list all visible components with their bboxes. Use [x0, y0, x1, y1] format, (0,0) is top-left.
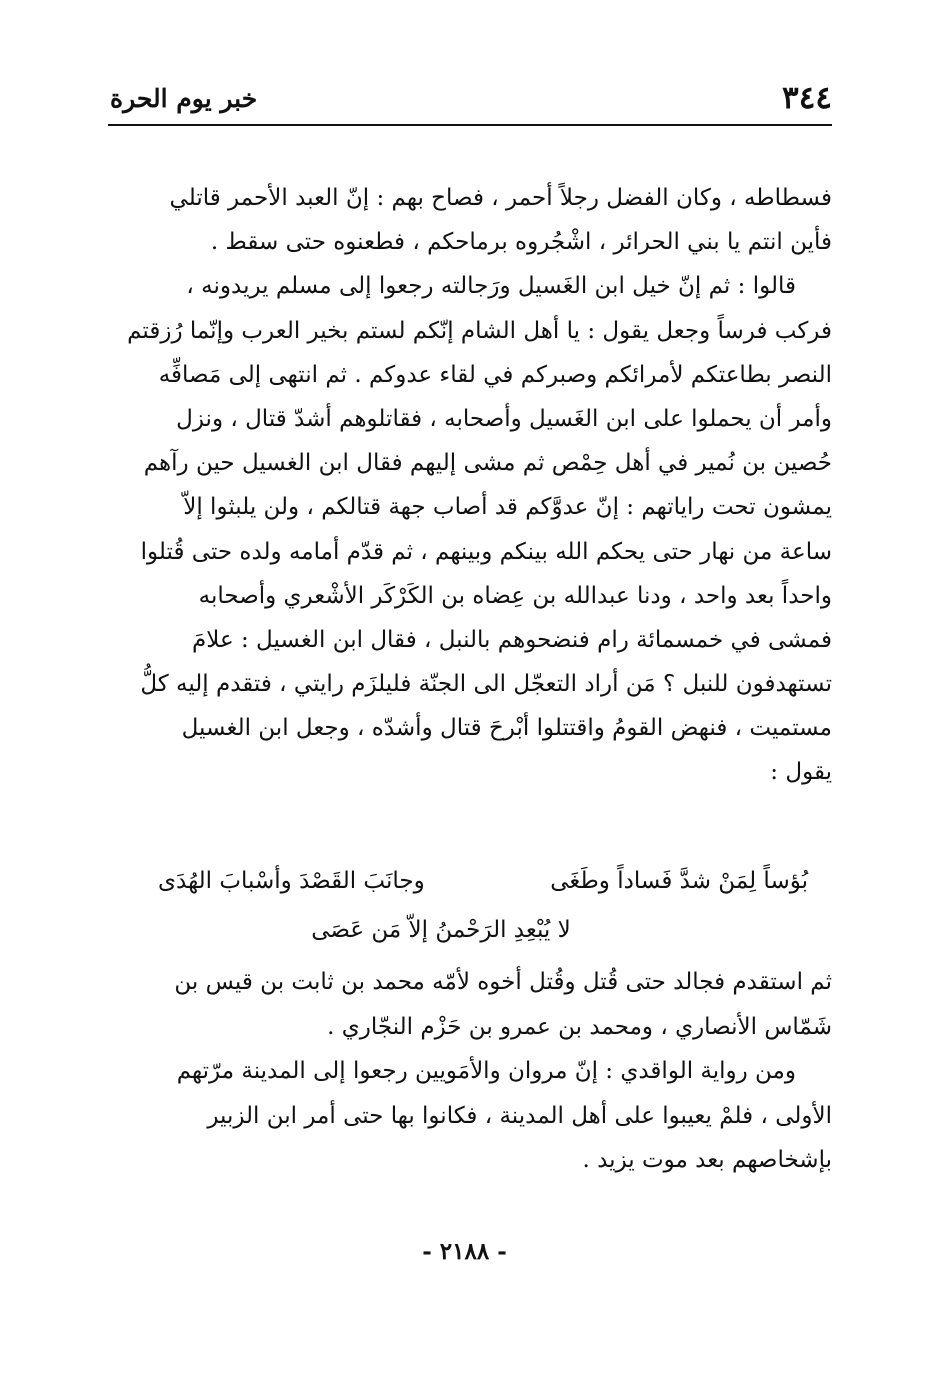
folio-number: - ٢١٨٨ - [422, 1238, 507, 1265]
text-line: شَمّاس الأنصاري ، ومحمد بن عمرو بن حَزْم النجّاري . [327, 1013, 832, 1040]
header-rule [108, 124, 832, 126]
verse-line-2: لا يُبْعِدِ الرَحْمنُ إلاّ مَن عَصَى [311, 917, 571, 943]
text-line: فمشى في خمسمائة رام فنضحوهم بالنبل ، فقال ابن الغسيل : علامَ [191, 626, 832, 653]
body-text [110, 176, 832, 795]
page-number: ٣٤٤ [782, 80, 832, 116]
text-line: تستهدفون للنبل ؟ مَن أراد التعجّل الى الجنّة فليلزَم رايتي ، فتقدم إليه كلُّ [140, 671, 832, 698]
text-line: ومن رواية الواقدي : إنّ مروان والأمَويين رجعوا إلى المدينة مرّتهم [176, 1058, 796, 1084]
text-line: فركب فرساً وجعل يقول : يا أهل الشام إنّكم لستم بخير العرب وإنّما رُزقتم [127, 317, 832, 344]
text-line: يمشون تحت راياتهم : إنّ عدوَّكم قد أصاب جهة قتالكم ، ولن يلبثوا إلاّ [183, 494, 832, 521]
page-header [110, 78, 832, 118]
text-line: النصر بطاعتكم لأمرائكم وصبركم في لقاء عدوكم . ثم انتهى إلى مَصافِّه [158, 361, 832, 388]
text-line: ثم استقدم فجالد حتى قُتل وقُتل أخوه لأمّه محمد بن ثابت بن قيس بن [174, 969, 832, 995]
text-line: قالوا : ثم إنّ خيل ابن الغَسيل ورَجالته رجعوا إلى مسلم يريدونه ، [186, 273, 796, 300]
text-line: وأمر أن يحملوا على ابن الغَسيل وأصحابه ، فقاتلوهم أشدّ قتال ، ونزل [176, 405, 832, 432]
text-line: فأين انتم يا بني الحرائر ، اشْجُروه برماحكم ، فطعنوه حتى سقط . [210, 229, 832, 256]
text-line: بإشخاصهم بعد موت يزيد . [582, 1147, 832, 1173]
text-line: حُصين بن نُمير في أهل حِمْص ثم مشى إليهم فقال ابن الغسيل حين رآهم [143, 450, 832, 477]
text-line: يقول : [770, 759, 832, 786]
verse-first-hemistich: بُؤساً لِمَنْ شدَّ فَساداً وطَغَى [550, 868, 808, 894]
text-line: مستميت ، فنهض القومُ واقتتلوا أبْرحَ قتال وأشدّه ، وجعل ابن الغسيل [181, 715, 832, 742]
body-text-continued [110, 960, 832, 1183]
running-title: خبر يوم الحرة [110, 84, 258, 113]
text-line: ساعة من نهار حتى يحكم الله بينكم وبينهم ، ثم قدّم أمامه ولده حتى قُتلوا [140, 538, 832, 565]
text-line: الأولى ، فلمْ يعيبوا على أهل المدينة ، فكانوا بها حتى أمر ابن الزبير [207, 1102, 832, 1129]
verse-second-hemistich: وجانَبَ القَصْدَ وأسْبابَ الهُدَى [158, 868, 425, 894]
text-line: فسطاطه ، وكان الفضل رجلاً أحمر ، فصاح بهم : إنّ العبد الأحمر قاتلي [169, 185, 832, 211]
text-line: واحداً بعد واحد ، ودنا عبدالله بن عِضاه بن الكَرْكَر الأشْعري وأصحابه [198, 582, 832, 609]
